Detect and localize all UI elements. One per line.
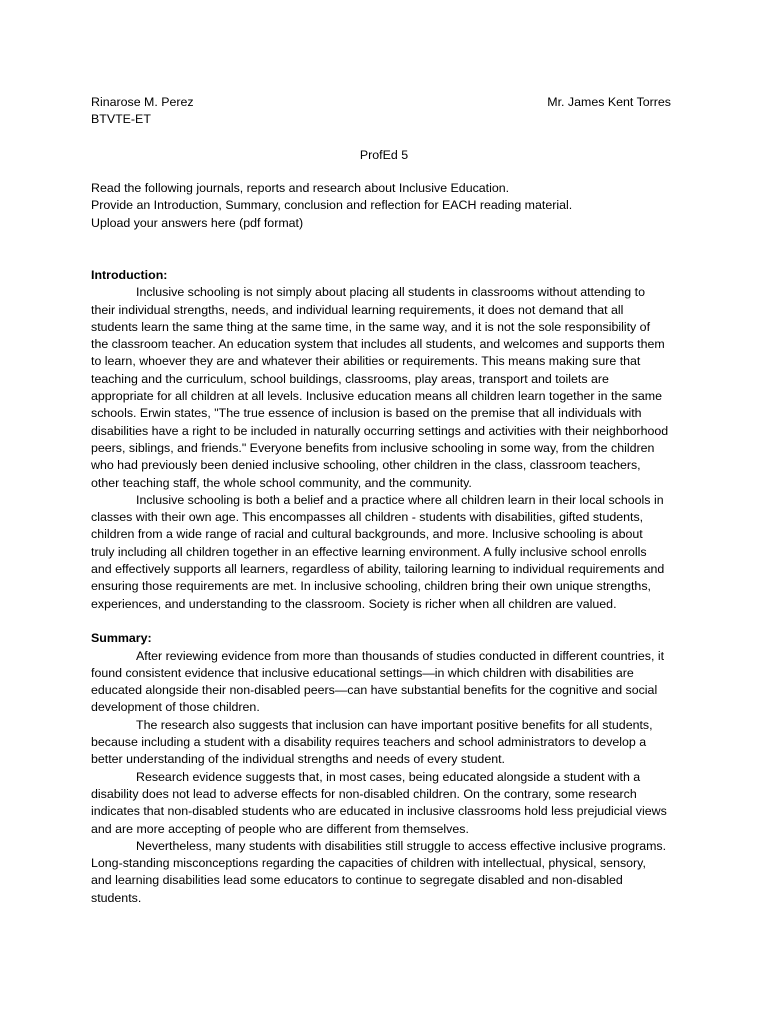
introduction-paragraph: Inclusive schooling is both a belief and a practice where all children learn in their local schools in classes with their own age. This encompasses all children - students with disabilities, gifted students, children from a wide range of racial and cultural backgrounds, and more. Inclusive schooling is about truly including all children together in an effective learning environment. A fully inclusive school enrolls and effectively supports all learners, regardless of ability, tailoring learning to individual requirements and ensuring those requirements are met. In inclusive schooling, children bring their own unique strengths, experiences, and understanding to the classroom. Society is richer when all children are valued.: [91, 492, 665, 611]
instructions-block: [91, 180, 671, 232]
course-title: ProfEd 5: [359, 148, 409, 162]
instruction-line: Read the following journals, reports and research about Inclusive Education.: [91, 181, 510, 195]
summary-heading: Summary:: [91, 631, 152, 646]
summary-paragraph: Research evidence suggests that, in most cases, being educated alongside a student with a disability does not lead to adverse effects for non-disabled children. On the contrary, some research indicates that non-disabled students who are educated in inclusive classrooms hold less prejudicial views and are more accepting of people who are different from themselves.: [91, 769, 667, 836]
document-body: [91, 267, 669, 907]
summary-section: [91, 630, 669, 907]
student-name: Rinarose M. Perez: [91, 95, 194, 109]
introduction-paragraph: Inclusive schooling is not simply about placing all students in classrooms without attending to their individual strengths, needs, and individual learning requirements, it does not demand that all students learn the same thing at the same time, in the same way, and it is not the sole responsibility of the classroom teacher. An education system that includes all students, and welcomes and supports them to learn, whoever they are and whatever their abilities or requirements. This means making sure that teaching and the curriculum, school buildings, classrooms, play areas, transport and toilets are appropriate for all children at all levels. Inclusive education means all children learn together in the same schools. Erwin states, "The true essence of inclusion is based on the premise that all individuals with disabilities have a right to be included in naturally occurring settings and activities with their neighborhood peers, siblings, and friends." Everyone benefits from inclusive schooling in some way, from the children who had previously been denied inclusive schooling, other children in the class, classroom teachers, other teaching staff, the whole school community, and the community.: [91, 285, 669, 490]
program-name: BTVTE-ET: [91, 112, 151, 126]
section-spacer: [91, 613, 669, 630]
introduction-section: [91, 267, 669, 613]
instructor-name: Mr. James Kent Torres: [547, 95, 671, 109]
student-info: [91, 94, 194, 128]
summary-paragraph: The research also suggests that inclusion can have important positive benefits for all students, because including a student with a disability requires teachers and school administrators to develop a better understanding of the individual strengths and needs of every student.: [91, 717, 653, 767]
summary-paragraph: After reviewing evidence from more than thousands of studies conducted in different countries, it found consistent evidence that inclusive educational settings—in which children with disabilities are educated alongside their non-disabled peers—can have substantial benefits for the cognitive and social development of those children.: [91, 648, 665, 715]
introduction-heading: Introduction:: [91, 268, 168, 282]
document-header: [91, 94, 671, 128]
summary-paragraph: Nevertheless, many students with disabilities still struggle to access effective inclusive programs. Long-standing misconceptions regarding the capacities of children with intellectual, physical, sensory, and learning disabilities lead some educators to continue to segregate disabled and non-disabled students.: [91, 838, 667, 905]
instructor-info: [547, 94, 671, 111]
instruction-line: Upload your answers here (pdf format): [91, 215, 304, 230]
instruction-line: Provide an Introduction, Summary, conclusion and reflection for EACH reading material.: [91, 198, 573, 213]
